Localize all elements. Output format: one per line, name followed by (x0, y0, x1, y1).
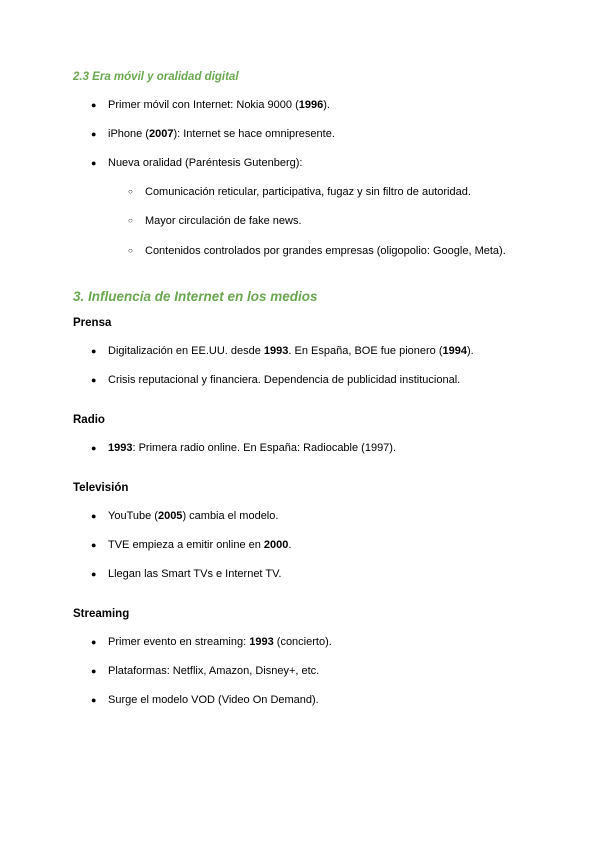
hollow-bullet-icon: ○ (128, 216, 133, 225)
bullet-icon: ● (91, 100, 97, 110)
bullet-icon: ● (91, 695, 97, 705)
hollow-bullet-icon: ○ (128, 246, 133, 255)
bullet-icon: ● (91, 540, 97, 550)
heading-television: Televisión (73, 482, 129, 494)
bullet-icon: ● (91, 569, 97, 579)
heading-streaming: Streaming (73, 608, 130, 620)
bullet-icon: ● (91, 637, 97, 647)
bullet-icon: ● (91, 129, 97, 139)
document-page: 2.3 Era móvil y oralidad digital ● Primer móvil con Internet: Nokia 9000 (1996). ● iPhone (2007): Internet se hace omnipresente. ● Nueva oralidad (Paréntesis Gutenberg): ○ Comunicación reticular, participativa, fugaz y sin filtro de autoridad. ○ Mayor circulación de fake news. ○ Contenidos controlados por grandes empresas (oligopolio: Google, Meta). 3. Influencia de Internet en los medios Prensa ● Digitalización en EE.UU. desde 1993. En España, BOE fue pionero (1994). ● Crisis reputacional y financiera. Dependencia de publicidad institucional. Radio ● 1993: Primera radio online. En España: Radiocable (1997). Televisión ● YouTube (2005) cambia el modelo. ● TVE empieza a emitir online en 2000. ● Llegan las Smart TVs e Internet TV. Streaming ● Primer evento en streaming: 1993 (concierto). ● Plataformas: Netflix, Amazon, Disney+, etc. ● Surge el modelo VOD (Video On Demand). (73, 71, 506, 706)
bullet-icon: ● (91, 443, 97, 453)
heading-prensa: Prensa (73, 317, 112, 329)
heading-radio: Radio (73, 414, 105, 426)
hollow-bullet-icon: ○ (128, 187, 133, 196)
bullet-icon: ● (91, 511, 97, 521)
bullet-icon: ● (91, 375, 97, 385)
heading-3: 3. Influencia de Internet en los medios (73, 289, 318, 304)
bullet-icon: ● (91, 158, 97, 168)
heading-2-3: 2.3 Era móvil y oralidad digital (73, 71, 239, 83)
bullet-icon: ● (91, 346, 97, 356)
bullet-icon: ● (91, 666, 97, 676)
